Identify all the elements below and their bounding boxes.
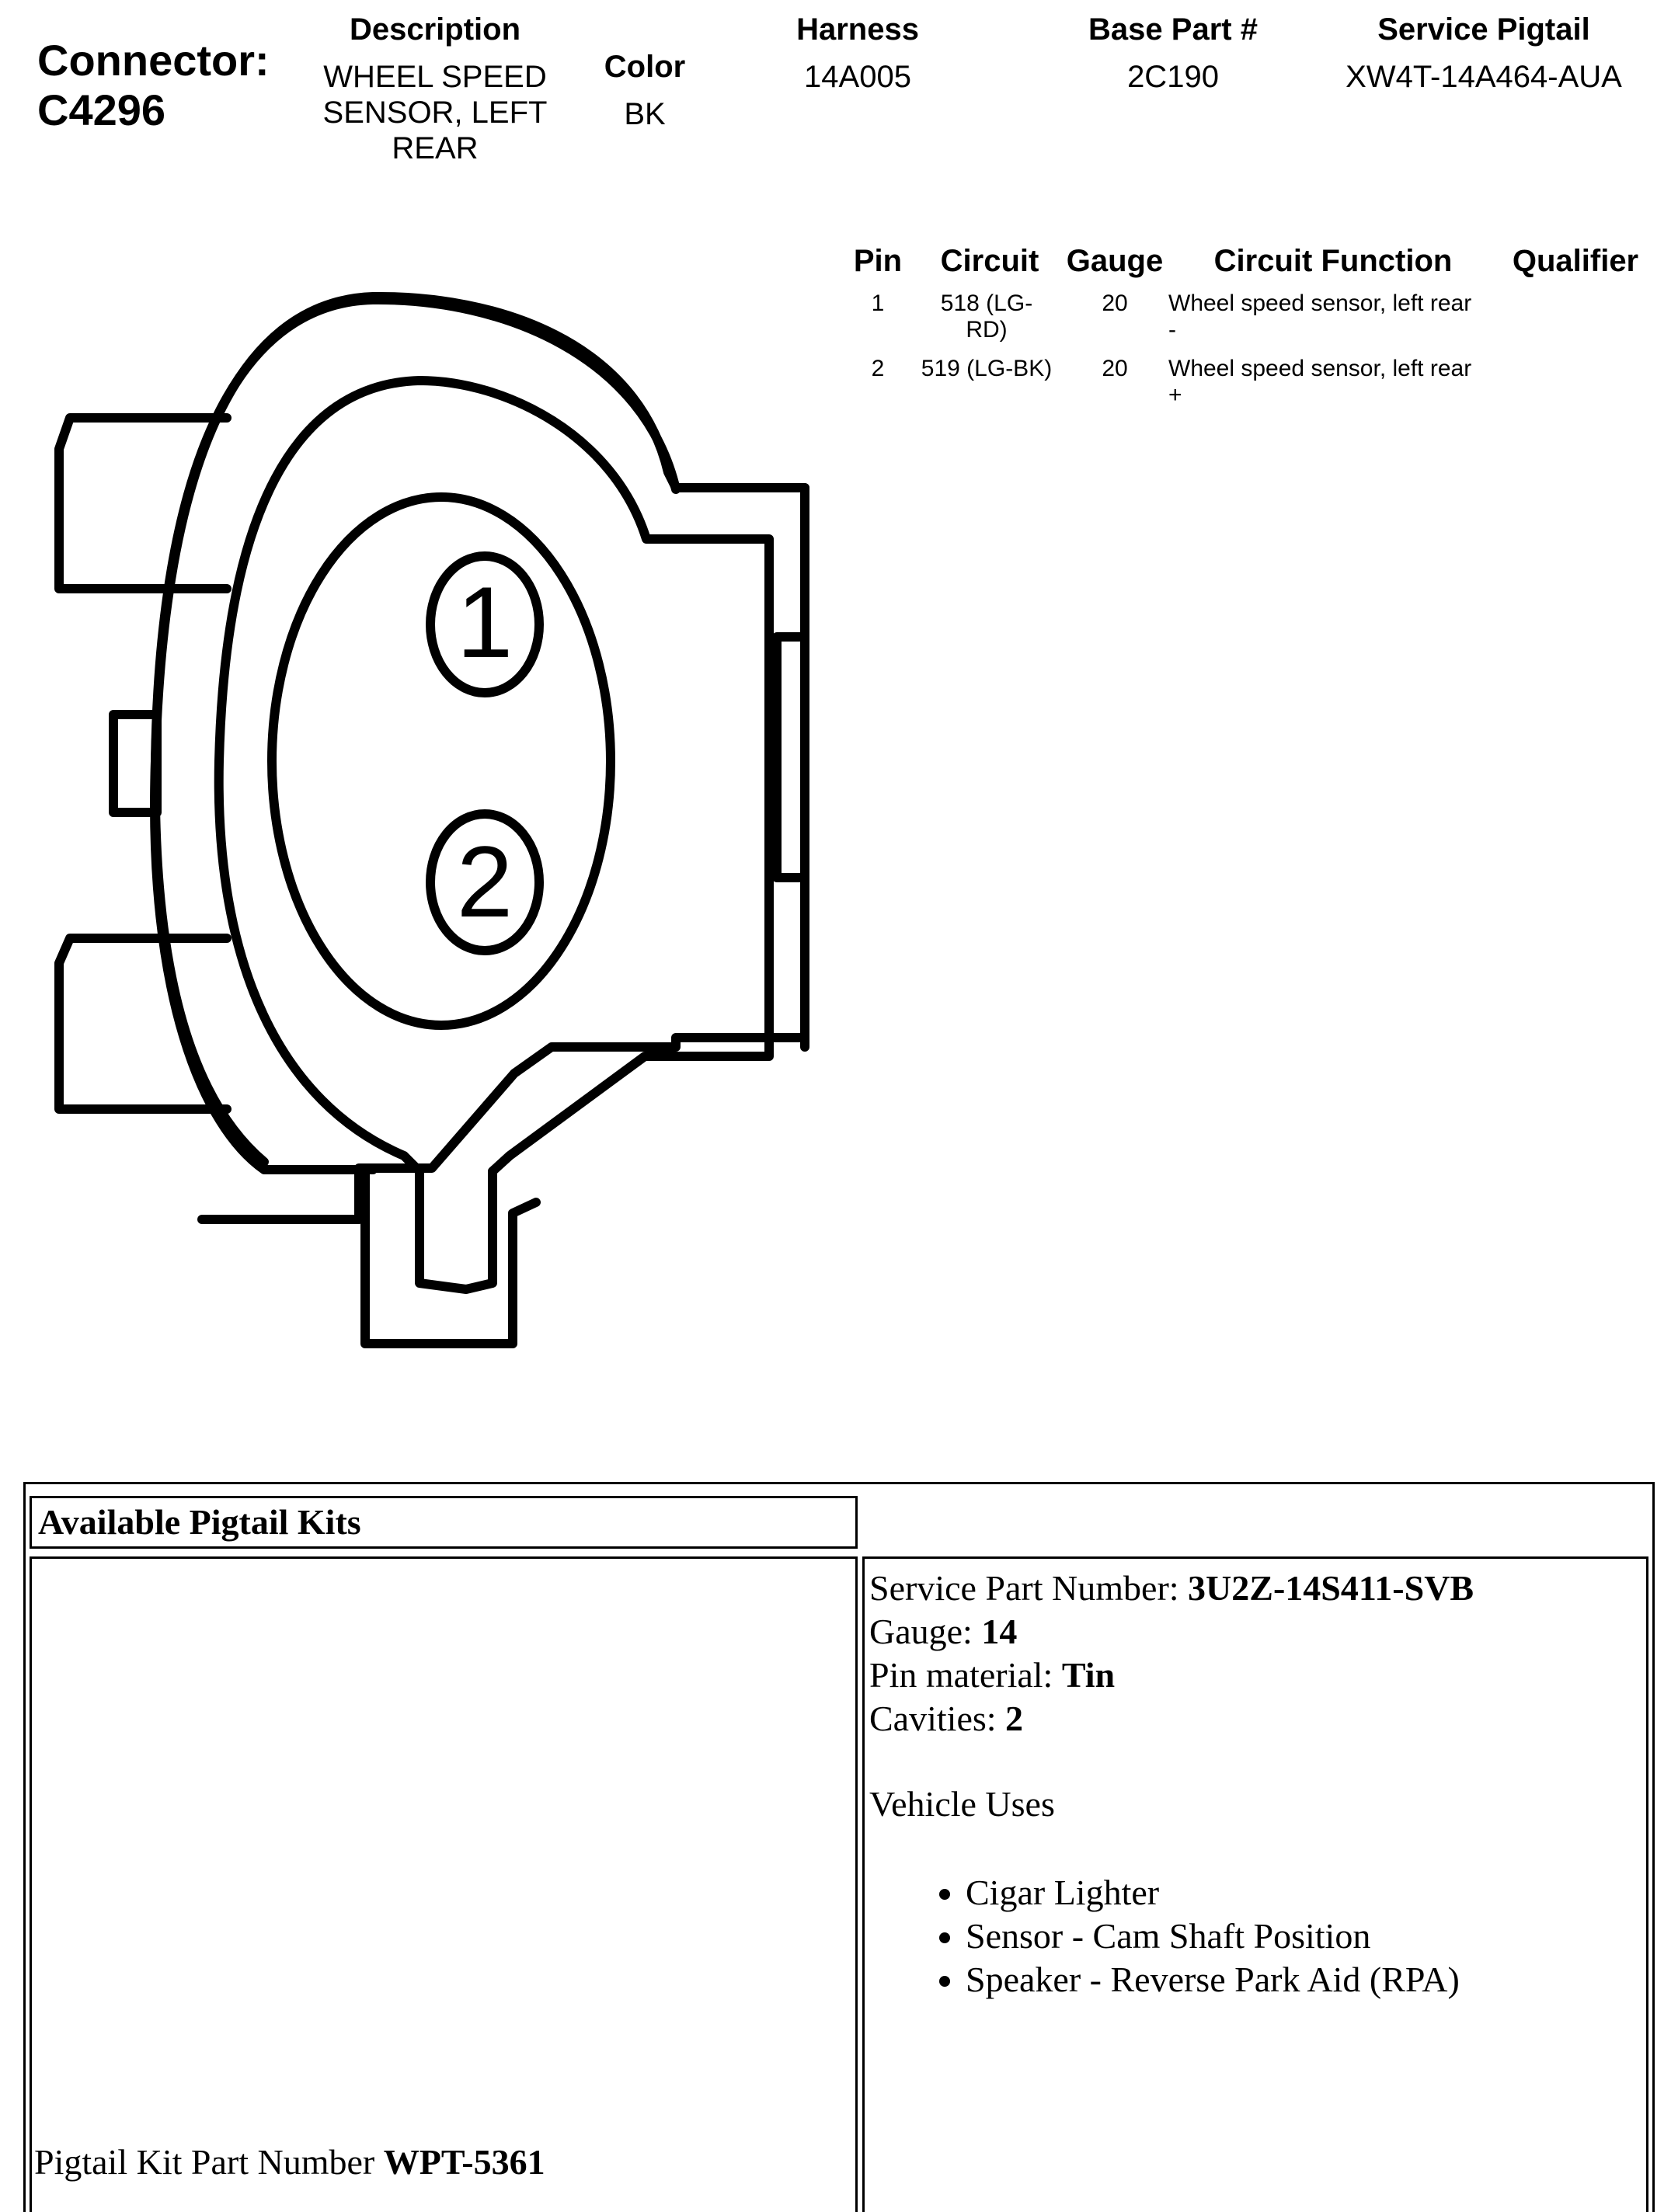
- outer-shell: [155, 300, 676, 1162]
- base-part-label: Base Part #: [1088, 12, 1258, 47]
- function-cell: [1168, 356, 1495, 409]
- service-pigtail-label: Service Pigtail: [1377, 12, 1590, 47]
- vehicle-uses-list: [869, 1871, 1646, 2002]
- gauge-cell: 20: [1102, 356, 1128, 381]
- kit-gauge-value: 14: [981, 1612, 1018, 1651]
- connector-id: C4296: [37, 85, 166, 134]
- list-item: • Sensor - Cam Shaft Position: [966, 1915, 1646, 1958]
- pin-1-label: 1: [456, 565, 513, 679]
- pin-cell: 2: [871, 356, 885, 381]
- cavities-label: Cavities:: [869, 1699, 1006, 1738]
- function-line: Wheel speed sensor, left rear: [1168, 356, 1472, 381]
- function-cell: [1168, 290, 1495, 343]
- function-line: -: [1168, 317, 1176, 343]
- right-flange-tab: [777, 637, 805, 878]
- circuit-cell: [917, 356, 1057, 382]
- circuit-line: 518 (LG-: [940, 290, 1033, 316]
- pin-material-label: Pin material:: [869, 1655, 1062, 1695]
- circuit-line: RD): [966, 317, 1008, 343]
- pin-header: Pin: [853, 244, 903, 278]
- function-header: Circuit Function: [1213, 244, 1453, 278]
- pigtail-kits-title: Available Pigtail Kits: [30, 1496, 858, 1549]
- base-part-value: 2C190: [1127, 60, 1219, 94]
- pigtail-kit-part-number: [34, 2141, 545, 2184]
- pin-material-value: Tin: [1061, 1655, 1116, 1695]
- description-label: Description: [349, 12, 521, 47]
- function-line: +: [1168, 382, 1182, 408]
- connector-label: Connector:: [37, 36, 270, 85]
- lower-stem: [365, 1171, 536, 1344]
- description-line: REAR: [392, 131, 479, 165]
- service-part-value: 3U2Z-14S411-SVB: [1188, 1568, 1474, 1608]
- cavities: [869, 1697, 1646, 1741]
- kit-gauge-label: Gauge:: [869, 1612, 982, 1651]
- kit-gauge: [869, 1610, 1646, 1654]
- harness-value: 14A005: [804, 60, 911, 94]
- circuit-header: Circuit: [940, 244, 1039, 278]
- color-value: BK: [624, 97, 666, 131]
- service-pigtail-value: XW4T-14A464-AUA: [1346, 60, 1622, 94]
- kit-part-value: WPT-5361: [383, 2142, 545, 2182]
- circuit-cell: [917, 290, 1057, 343]
- list-item: • Cigar Lighter: [966, 1871, 1646, 1915]
- list-item: • Speaker - Reverse Park Aid (RPA): [966, 1958, 1646, 2002]
- pin-table: [839, 244, 1662, 430]
- description-value: [295, 59, 575, 166]
- pin-cell: 1: [871, 290, 885, 316]
- pigtail-kit-image-cell: [30, 1556, 858, 2212]
- description-line: SENSOR, LEFT: [322, 96, 548, 130]
- color-label: Color: [604, 50, 686, 84]
- circuit-line: 519 (LG-BK): [921, 356, 1053, 381]
- function-line: Wheel speed sensor, left rear: [1168, 290, 1472, 316]
- gauge-cell: 20: [1102, 290, 1128, 316]
- pin-2-label: 2: [456, 825, 513, 938]
- description-line: WHEEL SPEED: [323, 60, 547, 94]
- pin-material: [869, 1654, 1646, 1697]
- connector-face-diagram: [0, 280, 839, 1382]
- service-part-label: Service Part Number:: [869, 1568, 1189, 1608]
- vehicle-uses-label: Vehicle Uses: [869, 1784, 1055, 1824]
- kit-part-label: Pigtail Kit Part Number: [34, 2142, 384, 2182]
- outer-housing: [155, 297, 805, 1219]
- pigtail-kit-details: [862, 1556, 1648, 2212]
- qualifier-header: Qualifier: [1512, 244, 1639, 278]
- service-part-number: [869, 1567, 1646, 1610]
- cavities-value: 2: [1005, 1699, 1024, 1738]
- harness-label: Harness: [796, 12, 919, 47]
- gauge-header: Gauge: [1066, 244, 1164, 278]
